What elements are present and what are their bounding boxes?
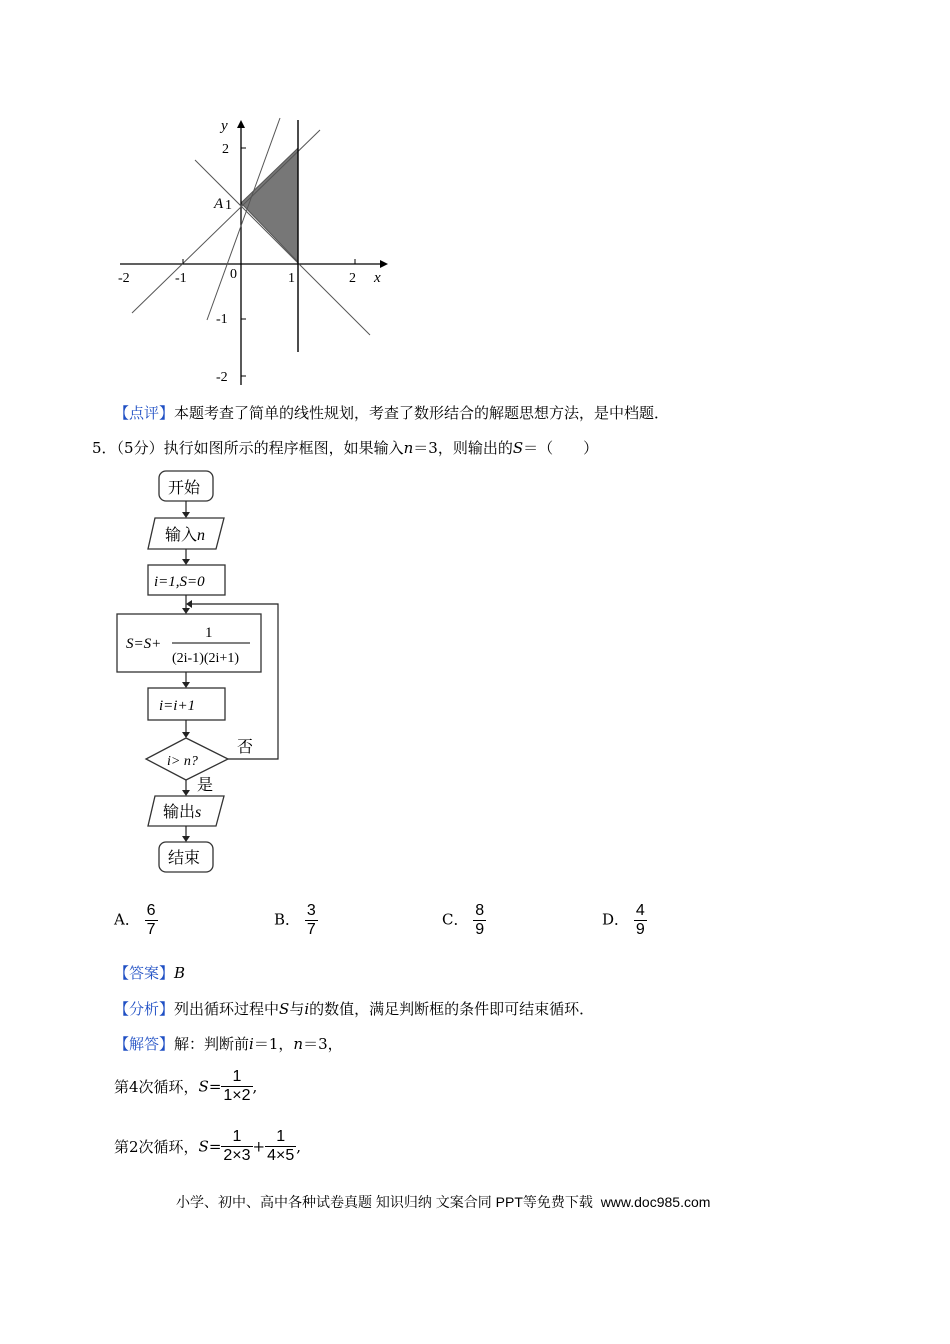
- x-axis-label: x: [374, 270, 381, 286]
- x-tick-label: 0: [230, 267, 237, 282]
- answer-value: B: [174, 964, 186, 982]
- option-fraction: $\frac{3}{7}$: [306, 902, 316, 938]
- loop2-line: [114, 1128, 301, 1165]
- solution-var: n: [293, 1035, 304, 1053]
- solution-text: 解：判断前: [174, 1035, 250, 1053]
- option-c[interactable]: [442, 902, 486, 939]
- y-axis-arrow: [237, 120, 245, 128]
- loop-plus: +: [252, 1137, 266, 1156]
- y-tick-label: 1: [225, 198, 232, 213]
- solution-var: i: [249, 1035, 254, 1053]
- answer-tag: 【答案】: [114, 964, 175, 982]
- x-axis-arrow: [380, 260, 388, 268]
- y-axis-label: y: [221, 118, 228, 134]
- coordinate-graph: [112, 112, 392, 387]
- loop-fraction: $\frac{1}{2\times 3}$: [223, 1128, 251, 1164]
- analysis-text: 列出循环过程中: [174, 1000, 280, 1018]
- loop-label: 第4次循环，: [114, 1078, 199, 1096]
- loop-lhs: S: [198, 1077, 209, 1096]
- question-line: [92, 437, 598, 458]
- analysis-text: 的数值，满足判断框的条件即可结束循环．: [309, 1000, 595, 1018]
- solution-line: [114, 1033, 343, 1054]
- loop-tail: ,: [252, 1077, 258, 1096]
- start-label: 开始: [168, 480, 201, 497]
- footer: [176, 1192, 710, 1212]
- init-label: i=1,S=0: [154, 574, 205, 590]
- option-label: C．: [442, 910, 469, 929]
- loop-label: 第2次循环，: [114, 1138, 199, 1156]
- footer-text: 小学、初中、高中各种试卷真题 知识归纳 文案合同 PPT等免费下载: [176, 1194, 593, 1210]
- x-tick-label: 1: [288, 271, 295, 286]
- solution-tag: 【解答】: [114, 1035, 175, 1053]
- option-d[interactable]: [602, 902, 647, 939]
- option-a[interactable]: [114, 902, 158, 939]
- option-label: D．: [602, 910, 630, 929]
- comment-tag: 【点评】: [114, 404, 175, 422]
- analysis-var: S: [279, 1000, 290, 1018]
- option-b[interactable]: [274, 902, 318, 939]
- loop-tail: ,: [296, 1137, 302, 1156]
- analysis-tag: 【分析】: [114, 1000, 175, 1018]
- option-label: A．: [114, 910, 140, 929]
- loop-eq: =: [208, 1077, 222, 1096]
- footer-url[interactable]: www.doc985.com: [600, 1194, 711, 1210]
- no-label: 否: [237, 739, 254, 756]
- feasible-region: [241, 148, 298, 262]
- question-var-s: S: [512, 439, 524, 457]
- point-a-label: A: [214, 196, 224, 212]
- loop-fraction: $\frac{1}{1\times 2}$: [223, 1068, 251, 1104]
- solution-text: ＝1，: [253, 1035, 294, 1053]
- loop1-line: [114, 1068, 257, 1105]
- answer-line: [114, 962, 185, 983]
- option-fraction: $\frac{8}{9}$: [475, 902, 485, 938]
- question-text: ＝（ ）: [523, 439, 599, 457]
- yes-label: 是: [197, 777, 214, 794]
- input-label: 输入n: [165, 527, 206, 544]
- analysis-text: 与: [289, 1000, 305, 1018]
- cond-label: i> n?: [167, 754, 198, 769]
- loop-lhs: S: [198, 1137, 209, 1156]
- comment-line: [114, 402, 669, 423]
- comment-text: 本题考查了简单的线性规划，考查了数形结合的解题思想方法，是中档题．: [174, 404, 670, 422]
- output-label: 输出s: [163, 804, 202, 821]
- loop-fraction: $\frac{1}{4\times 5}$: [267, 1128, 295, 1164]
- question-score: （5分）: [116, 439, 164, 457]
- analysis-line: [114, 998, 594, 1019]
- y-tick-label: -1: [216, 312, 228, 327]
- flowchart: [110, 465, 290, 880]
- x-tick-label: 2: [349, 271, 356, 286]
- y-tick-label: -2: [216, 370, 228, 385]
- option-fraction: $\frac{4}{9}$: [635, 902, 645, 938]
- option-label: B．: [274, 910, 301, 929]
- x-tick-label: -1: [175, 271, 187, 286]
- loop-eq: =: [208, 1137, 222, 1156]
- end-label: 结束: [168, 850, 201, 867]
- analysis-var: i: [304, 1000, 310, 1018]
- question-text: ＝3，则输出的: [413, 439, 513, 457]
- question-number: 5．: [92, 439, 117, 457]
- update-num: 1: [205, 625, 213, 641]
- x-tick-label: -2: [118, 271, 130, 286]
- question-var-n: n: [403, 439, 414, 457]
- incr-label: i=i+1: [159, 698, 196, 714]
- option-fraction: $\frac{6}{7}$: [146, 902, 156, 938]
- update-den: (2i-1)(2i+1): [172, 651, 239, 666]
- solution-text: ＝3，: [303, 1035, 343, 1053]
- y-tick-label: 2: [222, 142, 229, 157]
- question-text: 执行如图所示的程序框图，如果输入: [163, 439, 404, 457]
- update-lhs: S=S+: [126, 636, 162, 652]
